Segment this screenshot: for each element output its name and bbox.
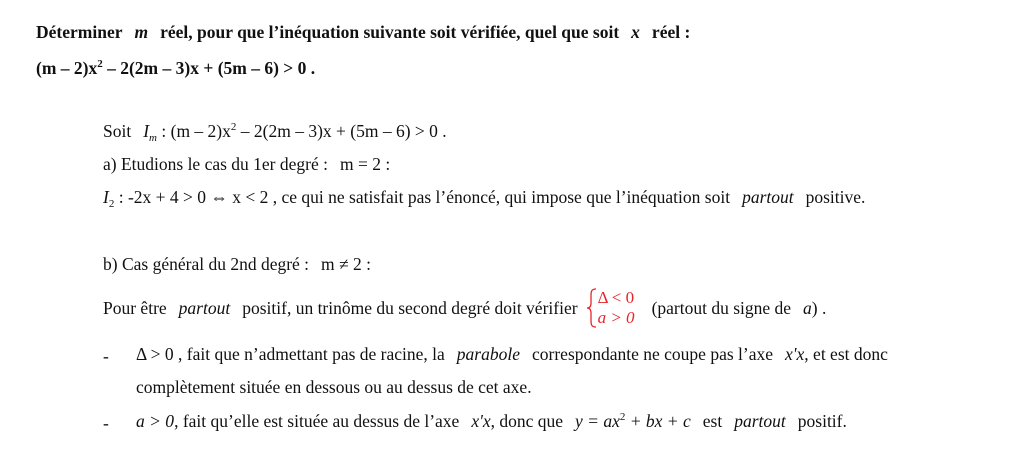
expr: : (m – 2)x (157, 121, 231, 141)
exponent: 2 (230, 121, 237, 133)
text: positif. (797, 411, 847, 431)
cond: m ≠ 2 : (321, 254, 372, 274)
partout: partout (742, 187, 794, 207)
dash: - (103, 413, 109, 433)
partout: partout (178, 298, 231, 318)
bullet-2-line (136, 410, 847, 432)
cond-a: a > 0 (136, 411, 175, 431)
exponent: 2 (97, 58, 103, 70)
partout: partout (734, 411, 786, 431)
condition-delta: Δ < 0 (597, 287, 635, 307)
bullet-1-line-2 (136, 376, 532, 398)
expr: – 2(2m – 3)x + (5m – 6) > 0 . (236, 121, 447, 141)
text: réel : (651, 22, 691, 42)
soit-line (103, 120, 447, 142)
var-m: m (134, 22, 149, 42)
text: Δ > 0 , fait que n’admettant pas de racine, la (136, 344, 445, 364)
text: réel, pour que l’inéquation suivante soit vérifiée, quel que soit (160, 22, 620, 42)
I-symbol: I (103, 187, 109, 207)
subscript: 2 (108, 198, 115, 210)
exponent: 2 (619, 411, 626, 423)
text: , donc que (490, 411, 564, 431)
condition-line (103, 288, 826, 330)
case-a-result (103, 186, 865, 208)
text: : -2x + 4 > 0 ⇔ x < 2 , ce qui ne satisfait pas l’énoncé, qui impose que l’inéquation soit (114, 187, 731, 207)
text: est (702, 411, 723, 431)
text: a) Etudions le cas du 1er degré : (103, 154, 328, 174)
subscript: m (149, 132, 157, 144)
text: Soit (103, 121, 132, 141)
case-a-title (103, 153, 390, 175)
text: complètement située en dessous ou au dessus de cet axe. (136, 377, 532, 397)
text: positif, un trinôme du second degré doit vérifier (242, 298, 578, 318)
equation: + bx + c (625, 411, 691, 431)
problem-line-1 (36, 21, 690, 43)
equation: y = ax (575, 411, 620, 431)
bullet-2-dash (103, 412, 109, 434)
parabole: parabole (456, 344, 520, 364)
text: ) . (811, 298, 827, 318)
text: Pour être (103, 298, 167, 318)
text: correspondante ne coupe pas l’axe (532, 344, 774, 364)
bullet-1-line-1 (136, 343, 888, 365)
text: , fait qu’elle est située au dessus de l’axe (174, 411, 460, 431)
dash: - (103, 346, 109, 366)
axis-xx: x'x (785, 344, 805, 364)
text: , et est donc (804, 344, 888, 364)
text: b) Cas général du 2nd degré : (103, 254, 310, 274)
expr: – 2(2m – 3)x + (5m – 6) > 0 . (102, 58, 316, 78)
text: Déterminer (36, 22, 123, 42)
system-of-conditions (586, 288, 648, 328)
case-b-title (103, 253, 371, 275)
cond: m = 2 : (340, 154, 391, 174)
left-brace-icon (586, 288, 598, 328)
text: positive. (805, 187, 866, 207)
problem-line-2 (36, 57, 315, 79)
I-symbol: I (143, 121, 150, 141)
axis-xx: x'x (471, 411, 491, 431)
condition-a: a > 0 (597, 307, 635, 327)
var-x: x (631, 22, 640, 42)
bullet-1-dash (103, 345, 109, 367)
text: (partout du signe de (651, 298, 792, 318)
expr: (m – 2)x (36, 58, 98, 78)
var-a: a (803, 298, 812, 318)
